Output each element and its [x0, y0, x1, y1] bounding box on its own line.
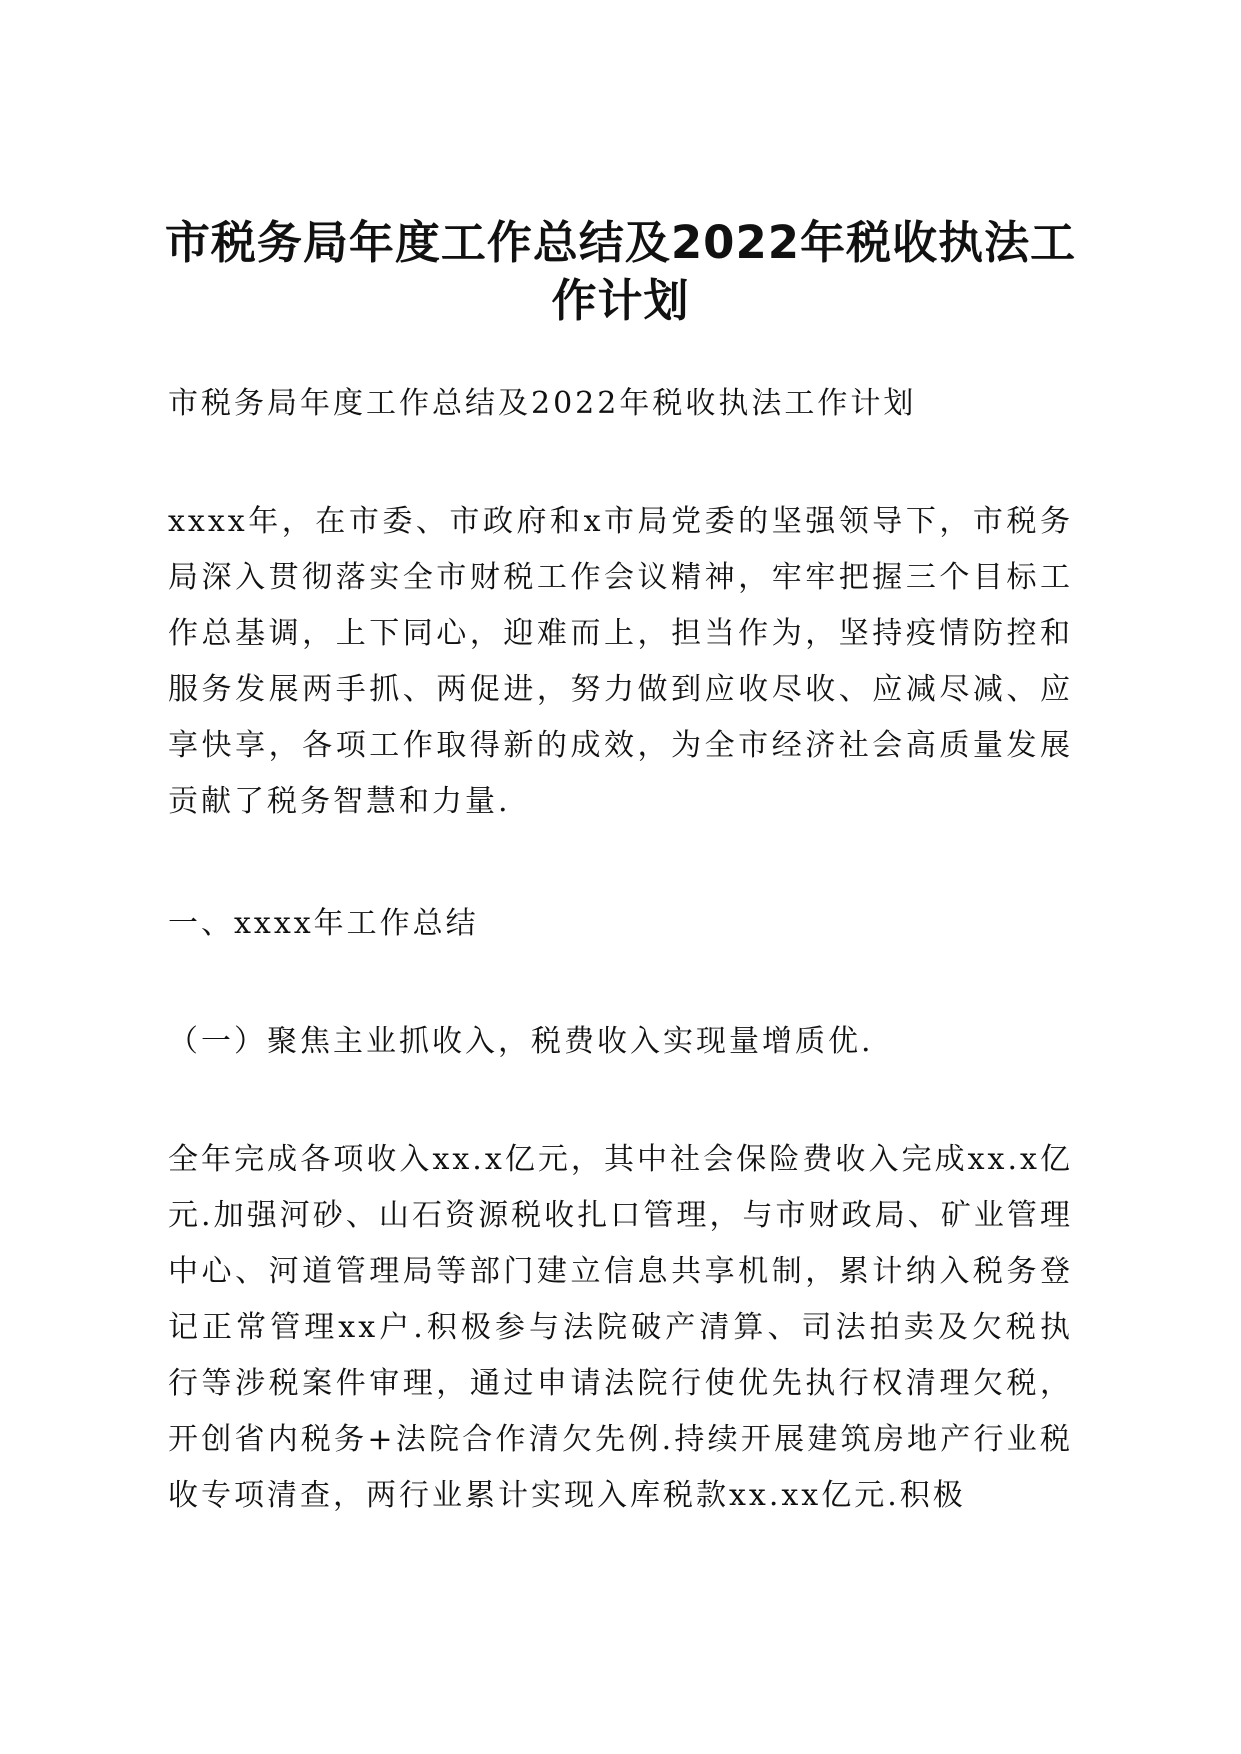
subsection-heading: （一）聚焦主业抓收入，税费收入实现量增质优. [168, 1024, 874, 1059]
document-subtitle: 市税务局年度工作总结及2022年税收执法工作计划 [168, 386, 917, 421]
intro-paragraph: xxxx年，在市委、市政府和x市局党委的坚强领导下，市税务局深入贯彻落实全市财税工作会议精神，牢牢把握三个目标工作总基调，上下同心，迎难而上，担当作为，坚持疫情防控和服务发展两手抓、两促进，努力做到应收尽收、应减尽减、应享快享，各项工作取得新的成效，为全市经济社会高质量发展贡献了税务智慧和力量. [168, 504, 1073, 819]
revenue-paragraph: 全年完成各项收入xx.x亿元，其中社会保险费收入完成xx.x亿元.加强河砂、山石资源税收扎口管理，与市财政局、矿业管理中心、河道管理局等部门建立信息共享机制，累计纳入税务登记正常管理xx户.积极参与法院破产清算、司法拍卖及欠税执行等涉税案件审理，通过申请法院行使优先执行权清理欠税，开创省内税务+法院合作清欠先例.持续开展建筑房地产行业税收专项清查，两行业累计实现入库税款xx.xx亿元.积极 [168, 1142, 1073, 1513]
document-title: 市税务局年度工作总结及2022年税收执法工作计划 [164, 216, 1077, 327]
section-heading: 一、xxxx年工作总结 [168, 906, 479, 941]
